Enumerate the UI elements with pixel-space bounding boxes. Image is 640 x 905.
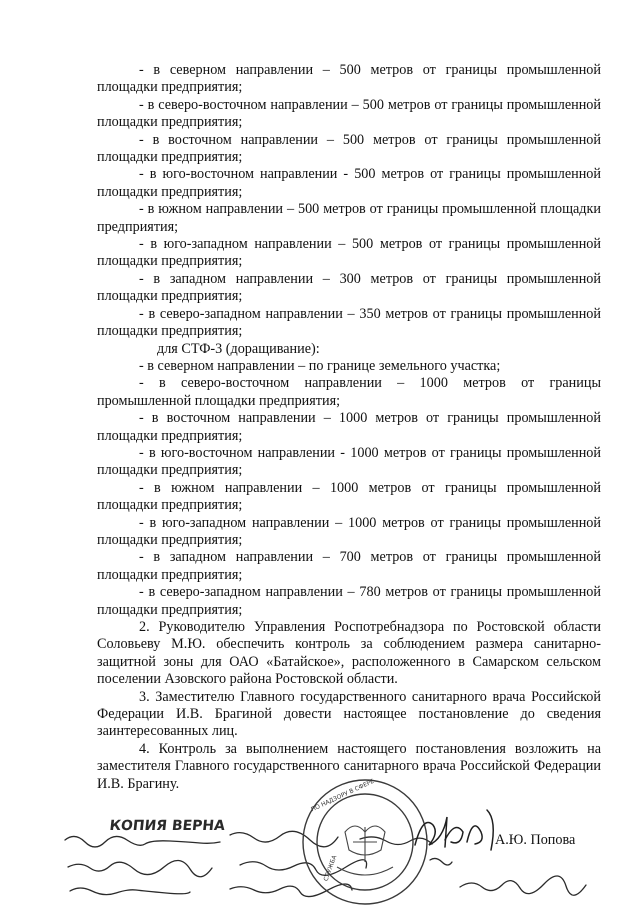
paragraph-east-1000: - в восточном направлении – 1000 метров от границы промышленной площадки предприятия; <box>97 410 601 444</box>
signatory-name: А.Ю. Попова <box>495 832 576 848</box>
copy-true-stamp-text: КОПИЯ ВЕРНА <box>108 818 226 834</box>
paragraph-west-300: - в западном направлении – 300 метров от границы промышленной площадки предприятия; <box>97 270 601 305</box>
paragraph-southeast-1000: - в юго-восточном направлении - 1000 метров от границы промышленной площадки предприятия; <box>97 444 601 479</box>
signature-autograph <box>405 800 515 860</box>
paragraph-west-700: - в западном направлении – 700 метров от границы промышленной площадки предприятия; <box>97 549 601 583</box>
paragraph-southeast-500: - в юго-восточном направлении - 500 метров от границы промышленной площадки предприятия; <box>97 166 601 200</box>
paragraph-item-4: 4. Контроль за выполнением настоящего постановления возложить на заместителя Главного государственного санитарного врача Российской Федерации И.В. Брагину. <box>97 740 601 792</box>
paragraph-northeast-500: - в северо-восточном направлении – 500 метров от границы промышленной площадки предприятия; <box>97 96 601 131</box>
paragraph-item-3: 3. Заместителю Главного государственного санитарного врача Российской Федерации И.В. Брагиной довести настоящее постановление до сведения заинтересованных лиц. <box>97 688 601 740</box>
document-body <box>97 62 601 793</box>
svg-text:ПО НАДЗОРУ В СФЕРЕ: ПО НАДЗОРУ В СФЕРЕ <box>310 777 376 814</box>
paragraph-south-1000: - в южном направлении – 1000 метров от границы промышленной площадки предприятия; <box>97 479 601 514</box>
paragraph-northwest-780: - в северо-западном направлении – 780 метров от границы промышленной площадки предприятия; <box>97 584 601 618</box>
paragraph-north-boundary: - в северном направлении – по границе земельного участка; <box>139 357 501 374</box>
paragraph-northwest-350: - в северо-западном направлении – 350 метров от границы промышленной площадки предприятия; <box>97 305 601 340</box>
svg-text:СЛУЖБА: СЛУЖБА <box>322 854 339 883</box>
paragraph-south-500: - в южном направлении – 500 метров от границы промышленной площадки предприятия; <box>97 201 601 235</box>
copy-true-stamp <box>105 812 235 852</box>
paragraph-item-2: 2. Руководителю Управления Роспотребнадзора по Ростовской области Соловьеву М.Ю. обеспечить контроль за соблюдением размера санитарно-защитной зоны для ОАО «Батайское», расположенного в Самарском сельском поселении Азовского района Ростовской области. <box>97 619 601 688</box>
paragraph-northeast-1000: - в северо-восточном направлении – 1000 метров от границы промышленной площадки предприятия; <box>97 375 601 409</box>
paragraph-north-500: - в северном направлении – 500 метров от границы промышленной площадки предприятия; <box>97 62 601 96</box>
paragraph-southwest-500: - в юго-западном направлении – 500 метров от границы промышленной площадки предприятия; <box>97 236 601 270</box>
paragraph-east-500: - в восточном направлении – 500 метров от границы промышленной площадки предприятия; <box>97 131 601 166</box>
paragraph-stf3-heading: для СТФ-3 (доращивание): <box>157 340 320 357</box>
paragraph-southwest-1000: - в юго-западном направлении – 1000 метров от границы промышленной площадки предприятия; <box>97 514 601 548</box>
